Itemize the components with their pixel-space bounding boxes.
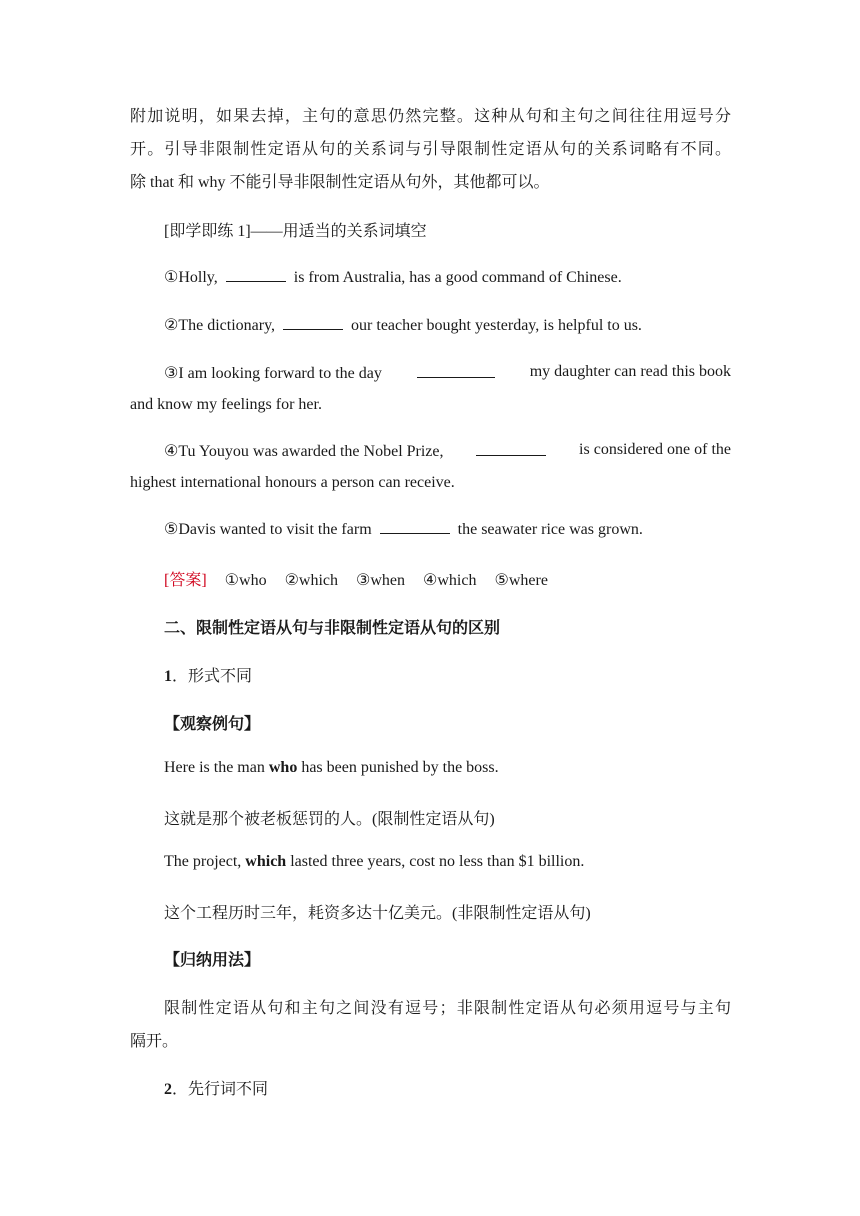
example-2-pre: The project, <box>164 853 246 870</box>
example-1-keyword: who <box>268 759 298 776</box>
practice-header: [即学即练 1]——用适当的关系词填空 <box>164 223 427 240</box>
question-5 <box>164 519 643 539</box>
example-2-keyword: which <box>245 853 287 870</box>
answer-item-5: ⑤where <box>494 572 548 589</box>
point-2-text: ．先行词不同 <box>172 1081 269 1098</box>
answer-item-2: ②which <box>284 572 339 589</box>
summary-heading: 【归纳用法】 <box>164 952 261 969</box>
summary-line-1: 限制性定语从句和主句之间没有逗号；非限制性定语从句必须用逗号与主句 <box>164 1000 731 1017</box>
answer-blank-4[interactable] <box>476 441 546 456</box>
question-2-text-b: our teacher bought yesterday, is helpful to us. <box>351 317 642 334</box>
example-1-pre: Here is the man <box>164 759 269 776</box>
answer-label: [答案] <box>164 572 207 589</box>
question-4-text-a: ④Tu Youyou was awarded the Nobel Prize, <box>164 443 444 460</box>
intro-line-2: 开。引导非限制性定语从句的关系词与引导限制性定语从句的关系词略有不同。 <box>130 141 731 158</box>
intro-line-3: 除 that 和 why 不能引导非限制性定语从句外，其他都可以。 <box>130 174 550 191</box>
answer-item-4: ④which <box>423 572 477 589</box>
point-1-text: ．形式不同 <box>172 668 253 685</box>
answer-blank-1[interactable] <box>226 267 286 282</box>
question-4-text-b: is considered one of the <box>579 441 731 458</box>
question-3-text-a: ③I am looking forward to the day <box>164 365 382 382</box>
question-2 <box>164 315 642 335</box>
question-5-text-b: the seawater rice was grown. <box>457 521 643 538</box>
answer-blank-5[interactable] <box>380 519 450 534</box>
question-2-text-a: ②The dictionary, <box>164 317 276 334</box>
point-1-heading <box>164 663 252 686</box>
point-2-heading <box>164 1076 268 1099</box>
question-1 <box>164 267 622 287</box>
example-2-translation: 这个工程历时三年，耗资多达十亿美元。(非限制性定语从句) <box>164 905 591 922</box>
answer-blank-2[interactable] <box>283 315 343 330</box>
example-2 <box>164 853 584 871</box>
question-3-cont: and know my feelings for her. <box>130 396 322 413</box>
example-2-post: lasted three years, cost no less than $1 billion. <box>286 853 585 870</box>
answer-item-1: ①who <box>224 572 267 589</box>
question-4-cont: highest international honours a person can receive. <box>130 474 455 491</box>
answer-row <box>164 567 548 590</box>
observe-heading: 【观察例句】 <box>164 716 261 733</box>
question-5-text-a: ⑤Davis wanted to visit the farm <box>164 521 372 538</box>
example-1 <box>164 759 499 777</box>
example-1-post: has been punished by the boss. <box>297 759 499 776</box>
summary-line-2: 隔开。 <box>130 1033 179 1050</box>
question-3 <box>164 363 731 383</box>
answer-blank-3[interactable] <box>417 363 495 378</box>
question-1-text-b: is from Australia, has a good command of Chinese. <box>293 269 622 286</box>
answer-item-3: ③when <box>356 572 406 589</box>
point-2-number: 2 <box>164 1081 172 1098</box>
question-1-text-a: ①Holly, <box>164 269 218 286</box>
example-1-translation: 这就是那个被老板惩罚的人。(限制性定语从句) <box>164 811 495 828</box>
section-2-title: 二、限制性定语从句与非限制性定语从句的区别 <box>164 620 501 637</box>
question-3-text-b: my daughter can read this book <box>529 363 731 380</box>
question-4 <box>164 441 731 461</box>
point-1-number: 1 <box>164 668 172 685</box>
intro-line-1: 附加说明，如果去掉，主句的意思仍然完整。这种从句和主句之间往往用逗号分 <box>130 108 731 125</box>
